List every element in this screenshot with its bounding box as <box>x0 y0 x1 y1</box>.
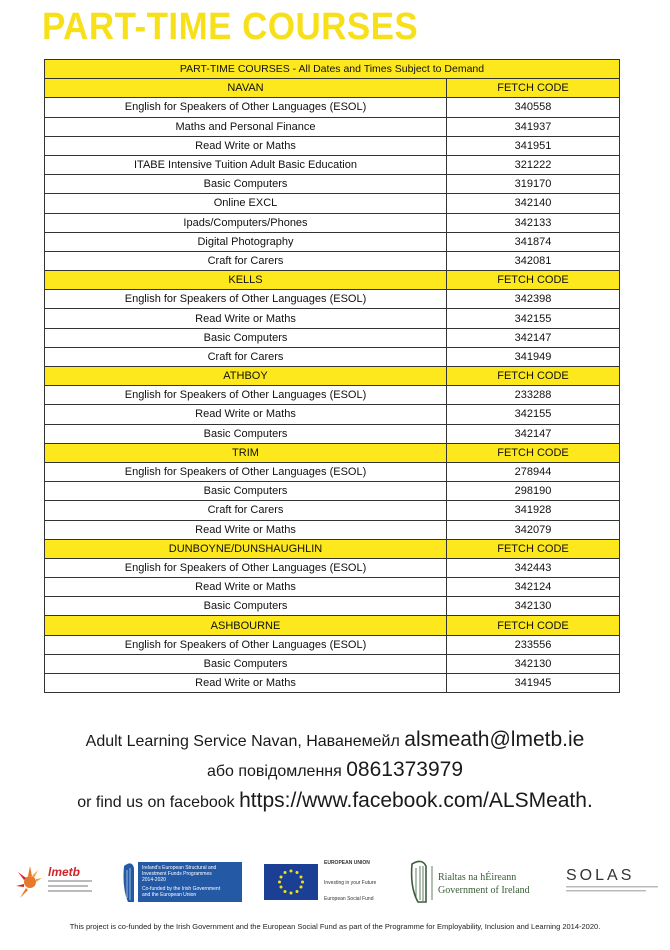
fetch-code-header: FETCH CODE <box>447 367 620 386</box>
course-name: Basic Computers <box>45 597 447 616</box>
location-header-row <box>45 79 620 98</box>
course-row <box>45 424 620 443</box>
course-row <box>45 462 620 481</box>
location-name: TRIM <box>45 443 447 462</box>
course-row <box>45 328 620 347</box>
solas-logo-text: SOLAS <box>566 867 635 884</box>
fetch-code: 341949 <box>447 347 620 366</box>
course-name: Read Write or Maths <box>45 309 447 328</box>
eu-text-1: EUROPEAN UNION <box>324 860 370 866</box>
location-name: KELLS <box>45 271 447 290</box>
fetch-code: 341928 <box>447 501 620 520</box>
fetch-code-header: FETCH CODE <box>447 443 620 462</box>
eu-text-2: Investing in your Future <box>324 880 377 886</box>
fetch-code: 342130 <box>447 597 620 616</box>
eu-text-3: European Social Fund <box>324 896 374 902</box>
fetch-code: 321222 <box>447 155 620 174</box>
course-name: Read Write or Maths <box>45 136 447 155</box>
course-row <box>45 347 620 366</box>
fetch-code: 278944 <box>447 462 620 481</box>
fetch-code: 342155 <box>447 309 620 328</box>
course-name: Craft for Carers <box>45 251 447 270</box>
page-title: PART-TIME COURSES <box>42 6 419 48</box>
fetch-code: 342443 <box>447 558 620 577</box>
lmetb-logo <box>12 858 104 906</box>
email-link[interactable]: alsmeath@lmetb.ie <box>404 728 585 751</box>
phone-prefix-text: або повідомлення <box>206 763 342 780</box>
government-of-ireland-logo <box>408 858 548 906</box>
harp-icon <box>412 861 426 902</box>
fetch-code: 342147 <box>447 424 620 443</box>
fetch-code: 233556 <box>447 635 620 654</box>
courses-table <box>44 59 620 693</box>
course-name: English for Speakers of Other Languages (ESOL) <box>45 635 447 654</box>
course-name: English for Speakers of Other Languages (ESOL) <box>45 98 447 117</box>
course-row <box>45 558 620 577</box>
location-name: DUNBOYNE/DUNSHAUGHLIN <box>45 539 447 558</box>
esif-text-1: Ireland's European Structural and <box>142 865 217 871</box>
course-row <box>45 232 620 251</box>
course-name: Read Write or Maths <box>45 674 447 693</box>
facebook-link[interactable]: https://www.facebook.com/ALSMeath. <box>239 789 593 812</box>
solas-logo <box>560 858 664 906</box>
location-header-row <box>45 539 620 558</box>
fetch-code: 342398 <box>447 290 620 309</box>
course-name: Basic Computers <box>45 424 447 443</box>
course-name: Basic Computers <box>45 328 447 347</box>
phone-number: 0861373979 <box>346 758 464 781</box>
course-row <box>45 501 620 520</box>
course-row <box>45 98 620 117</box>
course-name: English for Speakers of Other Languages (ESOL) <box>45 290 447 309</box>
contact-line-phone <box>0 758 670 782</box>
course-row <box>45 309 620 328</box>
esif-text-3: 2014-2020 <box>142 877 166 883</box>
course-row <box>45 654 620 673</box>
course-name: English for Speakers of Other Languages (ESOL) <box>45 558 447 577</box>
course-row <box>45 117 620 136</box>
course-name: Online EXCL <box>45 194 447 213</box>
fetch-code: 341937 <box>447 117 620 136</box>
course-name: ITABE Intensive Tuition Adult Basic Education <box>45 155 447 174</box>
course-row <box>45 175 620 194</box>
fetch-code: 342130 <box>447 654 620 673</box>
course-name: Basic Computers <box>45 482 447 501</box>
course-row <box>45 674 620 693</box>
location-name: NAVAN <box>45 79 447 98</box>
esif-logo <box>118 858 246 906</box>
course-name: Read Write or Maths <box>45 578 447 597</box>
facebook-prefix-text: or find us on facebook <box>77 794 235 811</box>
fetch-code: 340558 <box>447 98 620 117</box>
fetch-code-header: FETCH CODE <box>447 79 620 98</box>
fetch-code: 342124 <box>447 578 620 597</box>
table-header: PART-TIME COURSES - All Dates and Times Subject to Demand <box>45 60 620 79</box>
courses-table-body <box>45 60 620 693</box>
location-header-row <box>45 367 620 386</box>
course-row <box>45 290 620 309</box>
fetch-code: 341951 <box>447 136 620 155</box>
location-name: ASHBOURNE <box>45 616 447 635</box>
course-name: Ipads/Computers/Phones <box>45 213 447 232</box>
course-name: Read Write or Maths <box>45 405 447 424</box>
course-name: Craft for Carers <box>45 501 447 520</box>
location-name: ATHBOY <box>45 367 447 386</box>
gov-text-english: Government of Ireland <box>438 885 530 896</box>
fetch-code: 342079 <box>447 520 620 539</box>
course-row <box>45 635 620 654</box>
fetch-code: 342140 <box>447 194 620 213</box>
fetch-code: 342133 <box>447 213 620 232</box>
esif-text-2: Investment Funds Programmes <box>142 871 212 877</box>
course-name: English for Speakers of Other Languages (ESOL) <box>45 386 447 405</box>
course-row <box>45 136 620 155</box>
contact-line-facebook <box>0 789 670 813</box>
fetch-code: 342147 <box>447 328 620 347</box>
course-name: Read Write or Maths <box>45 520 447 539</box>
eu-flag-icon <box>264 864 318 900</box>
fetch-code: 233288 <box>447 386 620 405</box>
course-name: Basic Computers <box>45 175 447 194</box>
location-header-row <box>45 271 620 290</box>
funding-footer: This project is co-funded by the Irish Government and the European Social Fund as part of the Programme for Employability, Inclusion and Learning 2014-2020. <box>69 922 601 931</box>
lmetb-logo-text: lmetb <box>48 865 81 879</box>
fetch-code-header: FETCH CODE <box>447 616 620 635</box>
gov-text-irish: Rialtas na hÉireann <box>438 872 517 883</box>
course-name: Basic Computers <box>45 654 447 673</box>
fetch-code: 342155 <box>447 405 620 424</box>
fetch-code: 319170 <box>447 175 620 194</box>
eu-logo <box>262 858 394 906</box>
course-row <box>45 405 620 424</box>
course-row <box>45 213 620 232</box>
course-name: Digital Photography <box>45 232 447 251</box>
location-header-row <box>45 443 620 462</box>
harp-icon <box>124 863 135 902</box>
course-row <box>45 597 620 616</box>
table-header-row <box>45 60 620 79</box>
esif-text-5: and the European Union <box>142 892 197 898</box>
course-row <box>45 251 620 270</box>
service-text: Adult Learning Service Navan, Наванемейл <box>85 733 400 750</box>
contact-line-email <box>0 728 670 752</box>
course-name: Craft for Carers <box>45 347 447 366</box>
course-row <box>45 386 620 405</box>
fetch-code-header: FETCH CODE <box>447 271 620 290</box>
sponsor-logos <box>0 858 670 910</box>
course-row <box>45 578 620 597</box>
location-header-row <box>45 616 620 635</box>
fetch-code: 342081 <box>447 251 620 270</box>
course-row <box>45 520 620 539</box>
course-row <box>45 155 620 174</box>
sunburst-icon <box>16 866 42 898</box>
course-row <box>45 482 620 501</box>
esif-text-4: Co-funded by the Irish Government <box>142 886 221 892</box>
fetch-code: 341945 <box>447 674 620 693</box>
course-row <box>45 194 620 213</box>
fetch-code-header: FETCH CODE <box>447 539 620 558</box>
fetch-code: 298190 <box>447 482 620 501</box>
fetch-code: 341874 <box>447 232 620 251</box>
course-name: Maths and Personal Finance <box>45 117 447 136</box>
course-name: English for Speakers of Other Languages (ESOL) <box>45 462 447 481</box>
